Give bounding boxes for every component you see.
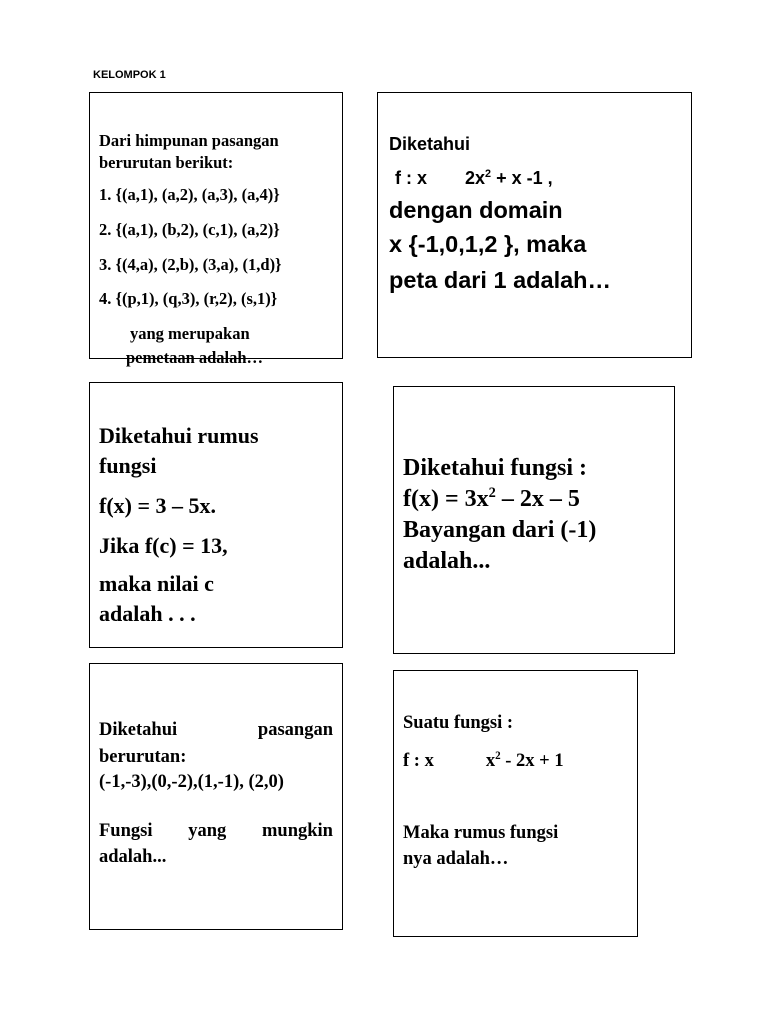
card3-condition: Jika f(c) = 13, [99, 533, 228, 558]
card5-line1 [99, 720, 333, 741]
card6-function-name: f : x [403, 751, 434, 771]
page-title: KELOMPOK 1 [93, 69, 166, 81]
card3-line6: adalah . . . [99, 601, 196, 626]
card4-line4: adalah... [403, 548, 491, 574]
card5-line1-word2: pasangan [257, 720, 333, 740]
card4-formula-a: f(x) = 3x [403, 486, 489, 512]
card5-line2: berurutan: [99, 747, 187, 767]
card5-line5: adalah... [99, 847, 167, 867]
question-card-4 [393, 386, 675, 654]
card2-heading: Diketahui [389, 134, 471, 154]
card2-function-exponent: 2 [485, 168, 492, 180]
card6-function-exponent: 2 [495, 749, 501, 762]
card1-option-1: 1. {(a,1), (a,2), (a,3), (a,4)} [99, 185, 280, 204]
card5-line4-word1: Fungsi [99, 821, 153, 841]
question-card-6 [393, 670, 638, 937]
card1-question-line2: pemetaan adalah… [126, 348, 264, 367]
card2-function-expr-b: + x -1 , [491, 168, 553, 188]
card5-line4-word2: yang [188, 821, 227, 841]
card2-function-name: f : x [395, 168, 428, 188]
card1-intro-line1: Dari himpunan pasangan [99, 131, 279, 150]
card4-formula-b: – 2x – 5 [495, 486, 580, 512]
card6-function-line [403, 751, 564, 772]
card2-domain-label: dengan domain [389, 197, 563, 223]
card1-option-4: 4. {(p,1), (q,3), (r,2), (s,1)} [99, 289, 278, 308]
question-card-2 [377, 92, 692, 358]
card5-line1-word1: Diketahui [99, 720, 178, 740]
card6-line1: Suatu fungsi : [403, 713, 514, 733]
card4-line3: Bayangan dari (-1) [403, 517, 597, 543]
question-card-1 [89, 92, 343, 367]
card3-line1: Diketahui rumus [99, 423, 259, 448]
card5-pairs: (-1,-3),(0,-2),(1,-1), (2,0) [99, 772, 284, 792]
card5-line4 [99, 821, 333, 842]
card6-function-expr-b: - 2x + 1 [500, 751, 564, 771]
question-card-3 [89, 382, 343, 648]
card6-function-expr-a: x [485, 751, 496, 771]
card3-line2: fungsi [99, 453, 157, 478]
card2-function-expr-a: 2x [465, 168, 486, 188]
card4-formula-exponent: 2 [488, 485, 496, 501]
card4-line1: Diketahui fungsi : [403, 455, 588, 481]
card6-line4: nya adalah… [403, 849, 509, 869]
card2-function-line [395, 168, 553, 189]
card1-intro-line2: berurutan berikut: [99, 153, 234, 172]
card6-line3: Maka rumus fungsi [403, 823, 559, 843]
card2-question: peta dari 1 adalah… [389, 267, 612, 293]
card5-line4-word3: mungkin [262, 821, 333, 841]
card1-option-3: 3. {(4,a), (2,b), (3,a), (1,d)} [99, 255, 282, 274]
card3-line5: maka nilai c [99, 571, 214, 596]
card3-formula: f(x) = 3 – 5x. [99, 493, 217, 518]
card1-option-2: 2. {(a,1), (b,2), (c,1), (a,2)} [99, 220, 280, 239]
card1-question-line1: yang merupakan [130, 324, 250, 343]
card4-formula [403, 486, 580, 513]
card2-domain-set: x {-1,0,1,2 }, maka [389, 231, 587, 257]
question-card-5 [89, 663, 343, 930]
